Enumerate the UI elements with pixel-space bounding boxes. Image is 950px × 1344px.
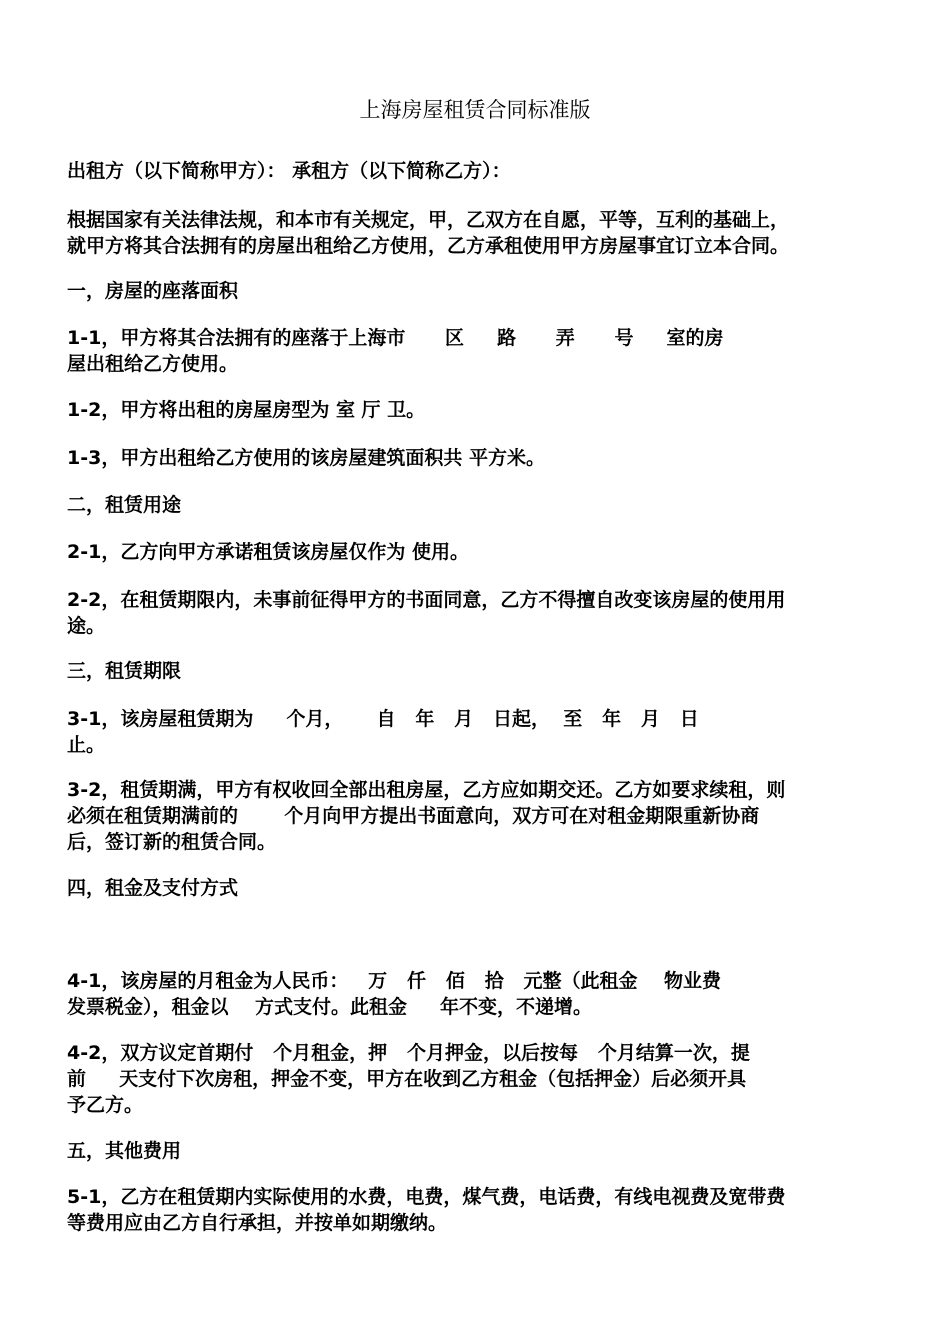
text-line: 必须在租赁期满前的 个月向甲方提出书面意向，双方可在对租金期限重新协商 [67,805,760,827]
text-line: 4-2，双方议定首期付 个月租金，押 个月押金，以后按每 个月结算一次，提 [67,1042,750,1064]
text-line: 1-1，甲方将其合法拥有的座落于上海市 区 路 弄 号 室的房 [67,327,724,349]
text-line: 3-2，租赁期满，甲方有权收回全部出租房屋，乙方应如期交还。乙方如要求续租，则 [67,779,786,801]
clause-4-2 [67,1040,879,1118]
clause-1-1 [67,325,879,377]
clause-2-1: 2-1，乙方向甲方承诺租赁该房屋仅作为 使用。 [67,541,469,563]
intro-paragraph [67,207,879,259]
text-line: 2-2，在租赁期限内，未事前征得甲方的书面同意，乙方不得擅自改变该房屋的使用用 [67,589,786,611]
clause-3-2 [67,777,879,855]
section-2-heading: 二，租赁用途 [67,494,182,516]
clause-5-1 [67,1184,879,1236]
text-line: 等费用应由乙方自行承担，并按单如期缴纳。 [67,1212,448,1234]
section-1-heading: 一，房屋的座落面积 [67,280,239,302]
section-5-heading: 五，其他费用 [67,1140,182,1162]
text-line: 就甲方将其合法拥有的房屋出租给乙方使用，乙方承租使用甲方房屋事宜订立本合同。 [67,235,790,257]
text-line: 后，签订新的租赁合同。 [67,831,277,853]
text-line: 发票税金），租金以 方式支付。此租金 年不变，不递增。 [67,996,593,1018]
clause-1-3: 1-3，甲方出租给乙方使用的该房屋建筑面积共 平方米。 [67,447,545,469]
clause-1-2: 1-2，甲方将出租的房屋房型为 室 厅 卫。 [67,399,426,421]
text-line: 5-1，乙方在租赁期内实际使用的水费，电费，煤气费，电话费，有线电视费及宽带费 [67,1186,786,1208]
section-3-heading: 三，租赁期限 [67,660,182,682]
text-line: 予乙方。 [67,1094,144,1116]
text-line: 前 天支付下次房租，押金不变，甲方在收到乙方租金（包括押金）后必须开具 [67,1068,747,1090]
text-line: 3-1，该房屋租赁期为 个月， 自 年 月 日起， 至 年 月 日 [67,708,699,730]
clause-2-2 [67,587,879,639]
text-line: 途。 [67,615,106,637]
clause-3-1 [67,706,879,758]
text-line: 4-1，该房屋的月租金为人民币： 万 仟 佰 拾 元整（此租金 物业费 [67,970,722,992]
parties-line: 出租方（以下简称甲方）： 承租方（以下简称乙方）： [67,160,511,182]
text-line: 根据国家有关法律法规，和本市有关规定，甲，乙双方在自愿，平等，互利的基础上， [67,209,790,231]
clause-4-1 [67,968,879,1020]
text-line: 止。 [67,734,106,756]
text-line: 屋出租给乙方使用。 [67,353,239,375]
section-4-heading: 四，租金及支付方式 [67,877,239,899]
document-title: 上海房屋租赁合同标准版 [359,98,591,122]
